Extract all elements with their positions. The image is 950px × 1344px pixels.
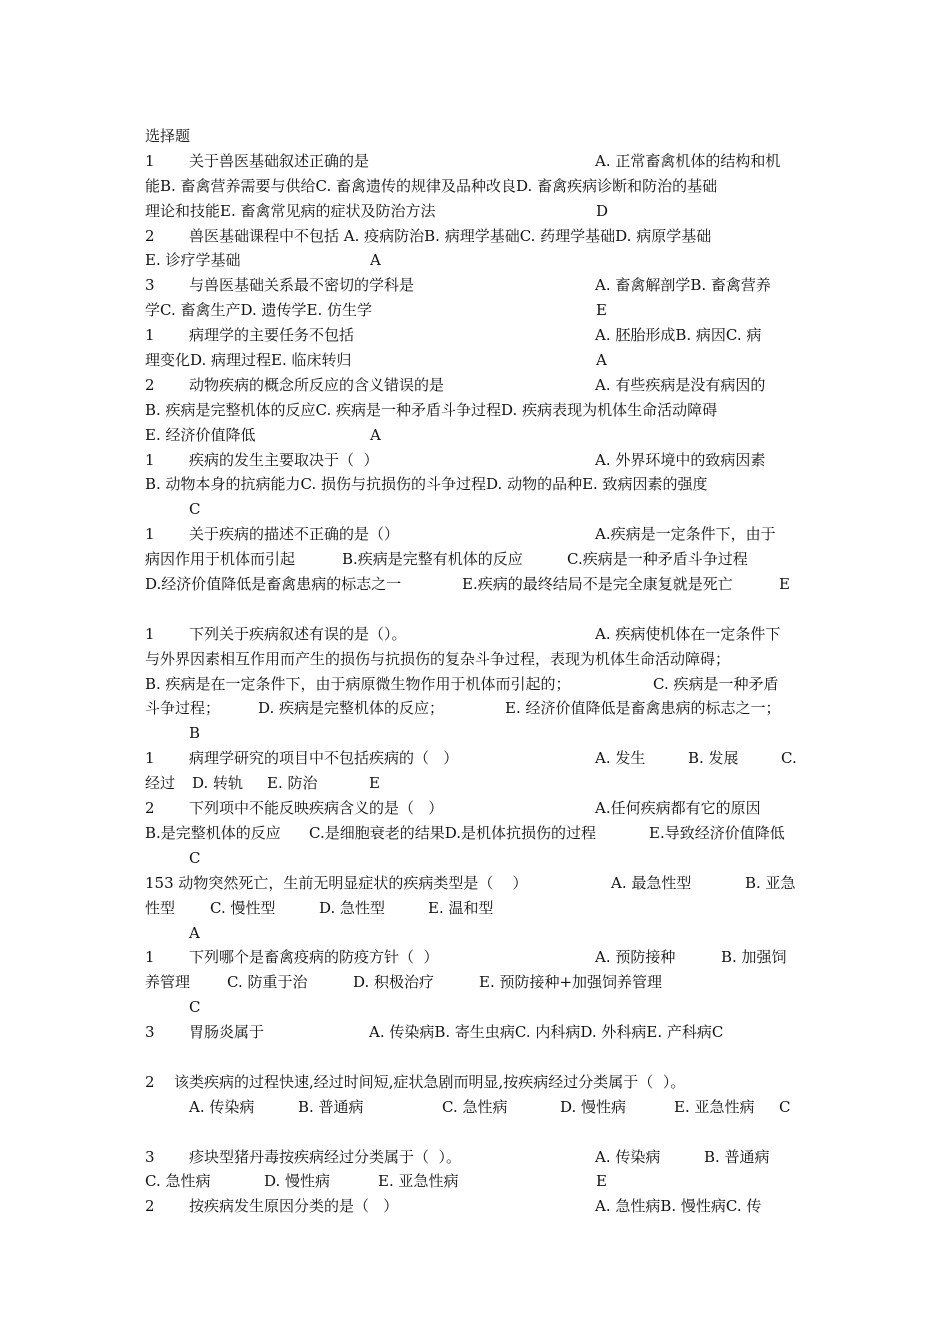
line-segment: A.任何疾病都有它的原因 (595, 799, 761, 818)
line-segment: D. 积极治疗 (353, 973, 435, 992)
line-segment: A. 外界环境中的致病因素 (595, 450, 766, 469)
text-line (145, 846, 815, 871)
line-segment: B. 发展 (688, 749, 739, 768)
line-segment: A. 发生 (595, 749, 646, 768)
blank-line (145, 1045, 815, 1070)
document-page (145, 124, 815, 1219)
line-segment: C (189, 848, 201, 867)
line-segment: 2 (145, 226, 155, 245)
line-segment: E (369, 774, 380, 793)
line-segment: 养管理 (145, 973, 191, 992)
line-segment: C. 慢性型 (210, 898, 276, 917)
text-line (145, 995, 815, 1020)
line-segment: 关于兽医基础叙述正确的是 (189, 151, 370, 170)
text-line (145, 721, 815, 746)
line-segment: 下列关于疾病叙述有误的是（）。 (189, 624, 407, 643)
line-segment: B (189, 724, 201, 743)
text-line (145, 497, 815, 522)
line-segment: A. 胚胎形成B. 病因C. 病 (595, 326, 762, 345)
text-line (145, 1095, 815, 1120)
line-segment: 病理学的主要任务不包括 (189, 326, 355, 345)
line-segment: E. 防治 (267, 774, 318, 793)
line-segment: 能B. 畜禽营养需要与供给C. 畜禽遗传的规律及品种改良D. 畜禽疾病诊断和防治的基础 (145, 176, 718, 195)
text-line (145, 796, 815, 821)
line-segment: C.疾病是一种矛盾斗争过程 (567, 550, 748, 569)
text-line (145, 448, 815, 473)
line-segment: 理变化D. 病理过程E. 临床转归 (145, 351, 352, 370)
line-segment: 学C. 畜禽生产D. 遗传学E. 仿生学 (145, 301, 372, 320)
text-line (145, 298, 815, 323)
line-segment: B. 加强饲 (721, 948, 787, 967)
line-segment: A (189, 923, 200, 942)
line-segment: E. 经济价值降低 (145, 425, 256, 444)
document-heading (145, 124, 815, 149)
line-segment: 1 (145, 450, 155, 469)
line-segment: 153 动物突然死亡，生前无明显症状的疾病类型是（ ） (145, 873, 528, 892)
line-segment: 疹块型猪丹毒按疾病经过分类属于（ ）。 (189, 1147, 462, 1166)
line-segment: A. 传染病B. 寄生虫病C. 内科病D. 外科病E. 产科病C (369, 1023, 724, 1042)
text-line (145, 1020, 815, 1045)
line-segment: 1 (145, 525, 155, 544)
blank-line (145, 1120, 815, 1145)
text-line (145, 174, 815, 199)
line-segment: E (596, 301, 607, 320)
line-segment: A. 疾病使机体在一定条件下 (595, 624, 781, 643)
text-line (145, 423, 815, 448)
text-line (145, 398, 815, 423)
text-line (145, 248, 815, 273)
text-line (145, 896, 815, 921)
line-segment: 斗争过程； (145, 699, 221, 718)
text-line (145, 1145, 815, 1170)
line-segment: A (370, 425, 381, 444)
line-segment: E. 诊疗学基础 (145, 251, 241, 270)
line-segment: D. 慢性病 (560, 1097, 627, 1116)
line-segment: 与外界因素相互作用而产生的损伤与抗损伤的复杂斗争过程，表现为机体生命活动障碍； (145, 649, 731, 668)
line-segment: B. 疾病是完整机体的反应C. 疾病是一种矛盾斗争过程D. 疾病表现为机体生命活动障碍 (145, 400, 718, 419)
line-segment: C (779, 1097, 791, 1116)
line-segment: C (189, 500, 201, 519)
line-segment: D. 转轨 (192, 774, 244, 793)
line-segment: C. 急性病 (442, 1097, 508, 1116)
line-segment: E. 温和型 (428, 898, 494, 917)
text-line (145, 149, 815, 174)
line-segment: B.是完整机体的反应 (145, 823, 281, 842)
line-segment: C.是细胞衰老的结果D.是机体抗损伤的过程 (309, 823, 596, 842)
line-segment: E. 亚急性病 (674, 1097, 755, 1116)
line-segment: A (370, 251, 381, 270)
text-line (145, 970, 815, 995)
line-segment: D. 急性型 (319, 898, 386, 917)
line-segment: 胃肠炎属于 (189, 1023, 265, 1042)
text-line (145, 821, 815, 846)
line-segment: E. 预防接种+加强饲养管理 (479, 973, 663, 992)
text-line (145, 771, 815, 796)
line-segment: A. 正常畜禽机体的结构和机 (595, 151, 781, 170)
text-line (145, 1169, 815, 1194)
text-line (145, 522, 815, 547)
line-segment: 与兽医基础关系最不密切的学科是 (189, 276, 415, 295)
line-segment: 动物疾病的概念所反应的含义错误的是 (189, 375, 445, 394)
text-line (145, 199, 815, 224)
text-line (145, 472, 815, 497)
text-line (145, 622, 815, 647)
line-segment: E.导致经济价值降低 (649, 823, 785, 842)
text-line (145, 572, 815, 597)
line-segment: 性型 (145, 898, 176, 917)
line-segment: 2 (145, 1197, 155, 1216)
line-segment: 下列项中不能反映疾病含义的是（ ） (189, 799, 444, 818)
line-segment: B. 普通病 (704, 1147, 770, 1166)
text-line (145, 348, 815, 373)
text-line (145, 273, 815, 298)
line-segment: 病因作用于机体而引起 (145, 550, 296, 569)
heading-text: 选择题 (145, 127, 191, 145)
line-segment: E. 亚急性病 (378, 1172, 459, 1191)
line-segment: 病理学研究的项目中不包括疾病的（ ） (189, 749, 459, 768)
line-segment: A. 传染病 (189, 1097, 255, 1116)
line-segment: 经过 (145, 774, 176, 793)
line-segment: 1 (145, 948, 155, 967)
line-segment: B. 亚急 (745, 873, 796, 892)
line-segment: C. (781, 749, 797, 768)
text-line (145, 746, 815, 771)
line-segment: A.疾病是一定条件下，由于 (595, 525, 776, 544)
line-segment: D. 慢性病 (264, 1172, 331, 1191)
line-segment: A. 最急性型 (611, 873, 692, 892)
text-line (145, 871, 815, 896)
line-segment: B.疾病是完整有机体的反应 (342, 550, 523, 569)
line-segment: C. 急性病 (145, 1172, 211, 1191)
text-line (145, 672, 815, 697)
line-segment: E. 经济价值降低是畜禽患病的标志之一； (505, 699, 781, 718)
line-segment: C. 疾病是一种矛盾 (653, 674, 779, 693)
line-segment: C (189, 998, 201, 1017)
text-line (145, 547, 815, 572)
line-segment: 理论和技能E. 畜禽常见病的症状及防治方法 (145, 201, 436, 220)
line-segment: 3 (145, 1147, 155, 1166)
line-segment: C. 防重于治 (227, 973, 308, 992)
line-segment: A. 畜禽解剖学B. 畜禽营养 (595, 276, 771, 295)
text-line (145, 696, 815, 721)
line-segment: 3 (145, 1023, 155, 1042)
line-segment: 该类疾病的过程快速,经过时间短,症状急剧而明显,按疾病经过分类属于（ ）。 (174, 1072, 686, 1091)
line-segment: B. 普通病 (298, 1097, 364, 1116)
line-segment: E (779, 575, 790, 594)
line-segment: 按疾病发生原因分类的是（ ） (189, 1197, 399, 1216)
line-segment: D.经济价值降低是畜禽患病的标志之一 (145, 575, 402, 594)
line-segment: 2 (145, 375, 155, 394)
line-segment: 1 (145, 151, 155, 170)
line-segment: B. 疾病是在一定条件下，由于病原微生物作用于机体而引起的； (145, 674, 571, 693)
line-segment: E (596, 1172, 607, 1191)
line-segment: 关于疾病的描述不正确的是（） (189, 525, 400, 544)
blank-line (145, 597, 815, 622)
line-segment: 下列哪个是畜禽疫病的防疫方针（ ） (189, 948, 439, 967)
text-line (145, 647, 815, 672)
text-line (145, 945, 815, 970)
text-line (145, 921, 815, 946)
line-segment: A. 有些疾病是没有病因的 (595, 375, 766, 394)
line-segment: D (596, 201, 609, 220)
line-segment: A (596, 351, 607, 370)
line-segment: 1 (145, 326, 155, 345)
text-line (145, 373, 815, 398)
text-line (145, 1194, 815, 1219)
line-segment: A. 传染病 (595, 1147, 661, 1166)
line-segment: B. 动物本身的抗病能力C. 损伤与抗损伤的斗争过程D. 动物的品种E. 致病因素的强度 (145, 475, 708, 494)
question-lines (145, 149, 815, 1219)
text-line (145, 1070, 815, 1095)
line-segment: 1 (145, 749, 155, 768)
line-segment: D. 疾病是完整机体的反应； (258, 699, 445, 718)
line-segment: 3 (145, 276, 155, 295)
line-segment: 1 (145, 624, 155, 643)
line-segment: E.疾病的最终结局不是完全康复就是死亡 (462, 575, 733, 594)
line-segment: 疾病的发生主要取决于（ ） (189, 450, 379, 469)
text-line (145, 323, 815, 348)
line-segment: 2 (145, 799, 155, 818)
line-segment: 2 (145, 1072, 155, 1091)
line-segment: A. 急性病B. 慢性病C. 传 (595, 1197, 762, 1216)
line-segment: 兽医基础课程中不包括 A. 疫病防治B. 病理学基础C. 药理学基础D. 病原学基础 (189, 226, 712, 245)
line-segment: A. 预防接种 (595, 948, 676, 967)
text-line (145, 224, 815, 249)
